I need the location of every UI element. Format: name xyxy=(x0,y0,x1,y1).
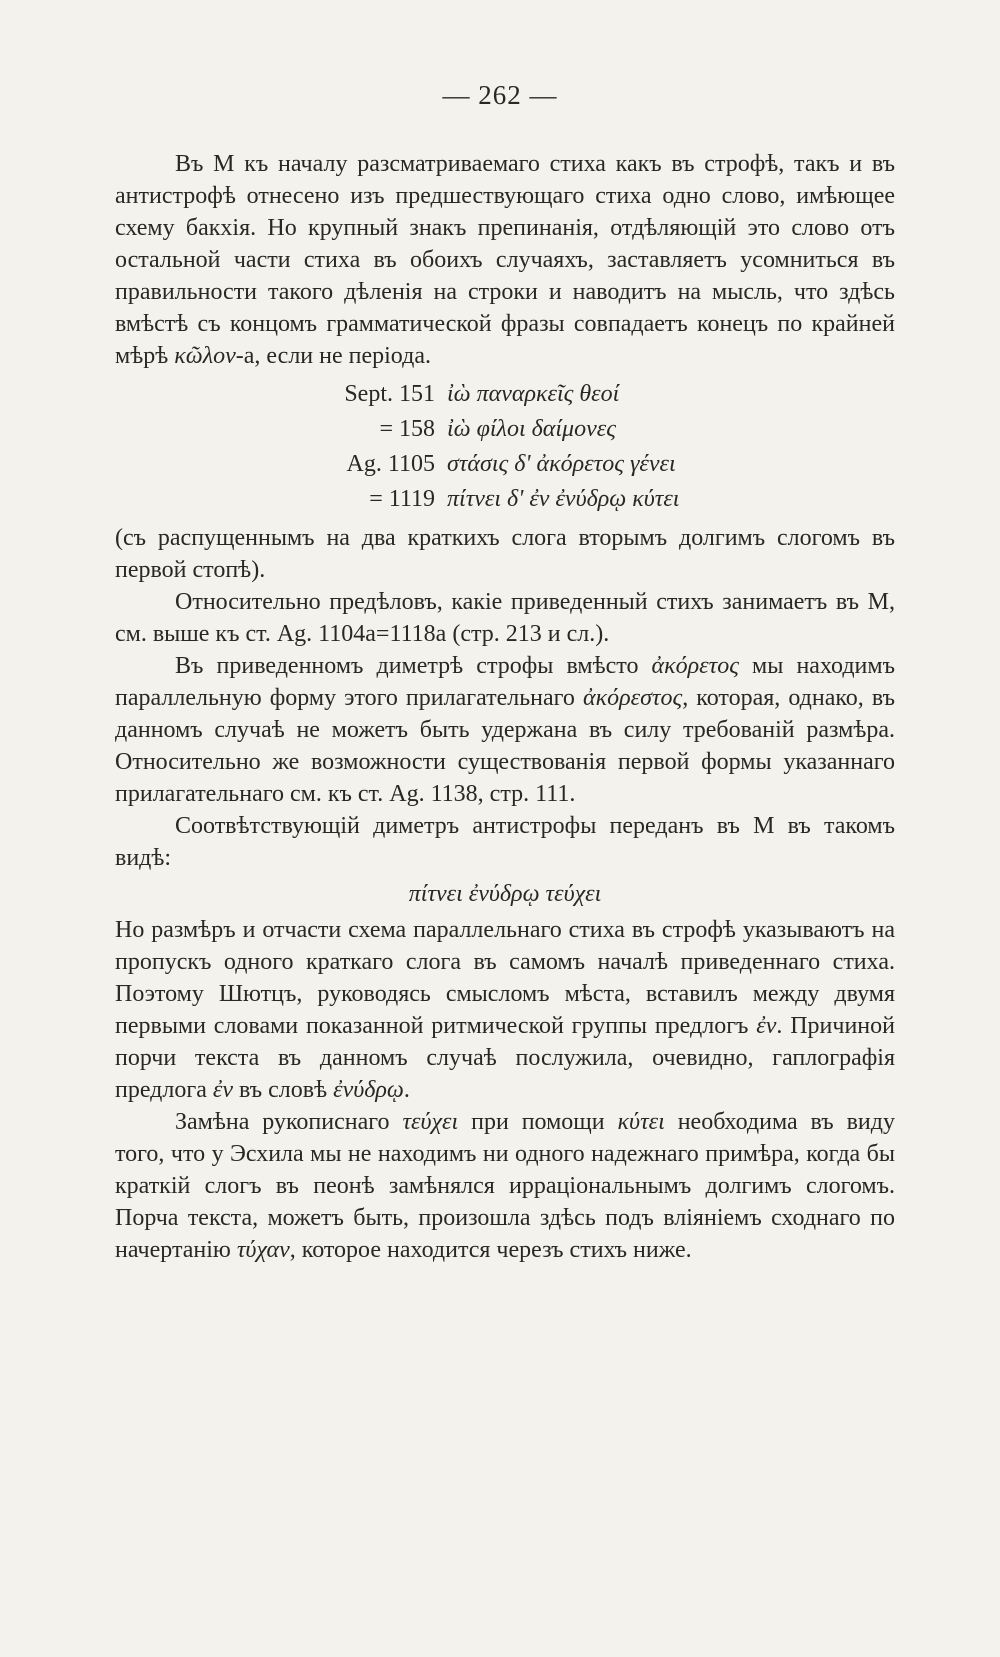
text-run: , которое находится черезъ стихъ ниже. xyxy=(289,1237,692,1263)
paragraph-2: (съ распущеннымъ на два краткихъ слога вторымъ долгимъ слогомъ въ первой стопѣ). xyxy=(115,525,895,583)
verse-line xyxy=(115,483,895,518)
greek-word: τεύχει xyxy=(402,1109,459,1135)
text-run: Замѣна рукописнаго xyxy=(175,1109,403,1135)
verse-text: στάσις δ' ἀκόρετος γένει xyxy=(447,451,676,477)
body-text xyxy=(115,148,895,1266)
verse-block xyxy=(115,378,895,518)
greek-word: κύτει xyxy=(617,1109,665,1135)
greek-word: τύχαν xyxy=(236,1237,290,1263)
verse-reference: = 158 xyxy=(379,416,435,442)
verse-text: ἰὼ φίλοι δαίμονες xyxy=(447,416,616,442)
text-run: Въ М къ началу разсматриваемаго стиха какъ въ строфѣ, такъ и въ антистрофѣ отнесено изъ предшествующаго стиха одно слово, имѣющее схему бакхія. Но крупный знакъ препинанія, отдѣляющій это слово отъ остальной части стиха въ обоихъ случаяхъ, заставляетъ усомниться въ правильности такого дѣленія на строки и наводитъ на мысль, что здѣсь вмѣстѣ съ концомъ грамматической фразы совпадаетъ конецъ по крайней мѣрѣ xyxy=(115,151,895,369)
verse-reference: Ag. 1105 xyxy=(346,451,435,477)
text-run: Но размѣръ и отчасти схема параллельнаго стиха въ строфѣ указываютъ на пропускъ одного краткаго слога въ самомъ началѣ приведеннаго стиха. Поэтому Шютцъ, руководясь смысломъ мѣста, вставилъ между двумя первыми словами показанной ритмической группы предлогъ xyxy=(115,917,895,1039)
text-run: , которая, однако, въ данномъ случаѣ не можетъ быть удержана въ силу требованій размѣра. Относительно же возможности существованія первой формы указаннаго прилагательнаго см. къ ст. Ag. 1138, стр. 111. xyxy=(115,685,896,807)
paragraph-6 xyxy=(115,914,895,1106)
paragraph-7 xyxy=(115,1106,895,1266)
verse-reference: = 1119 xyxy=(369,486,435,512)
text-run: . xyxy=(403,1077,410,1103)
paragraph-1 xyxy=(115,148,895,372)
text-run: мы находимъ параллельную форму этого прилагательнаго xyxy=(115,653,895,711)
verse-line xyxy=(115,413,895,448)
paragraph-4 xyxy=(115,650,895,810)
text-run: необходима въ виду того, что у Эсхила мы не находимъ ни одного надежнаго примѣра, когда бы краткій слогъ въ пеонѣ замѣнялся ирраціональнымъ долгимъ слогомъ. Порча текста, можетъ быть, произошла здѣсь подъ вліяніемъ сходнаго по начертанію xyxy=(115,1109,895,1263)
greek-word: κῶλον xyxy=(174,343,236,369)
paragraph-5: Соотвѣтствующій диметръ антистрофы переданъ въ М въ такомъ видѣ: xyxy=(115,813,895,871)
greek-word: ἀκόρεστος xyxy=(582,685,683,711)
text-run: . Причиной порчи текста въ данномъ случаѣ послужила, очевидно, гаплографія предлога xyxy=(115,1013,895,1103)
text-run: въ словѣ xyxy=(232,1077,334,1103)
greek-word: ἐν xyxy=(756,1013,777,1039)
page-number: — 262 — xyxy=(442,80,558,110)
text-run: Въ приведенномъ диметрѣ строфы вмѣсто xyxy=(175,653,652,679)
greek-word: ἀκόρετος xyxy=(651,653,739,679)
quoted-verse: πίτνει ἐνύδρῳ τεύχει xyxy=(408,881,602,907)
verse-reference: Sept. 151 xyxy=(344,381,435,407)
verse-line xyxy=(115,378,895,413)
greek-word: ἐνύδρῳ xyxy=(333,1077,404,1103)
verse-text: ἰὼ παναρκεῖς θεοί xyxy=(447,381,620,407)
paragraph-3: Относительно предѣловъ, какіе приведенный стихъ занимаетъ въ М, см. выше къ ст. Ag. 1104a=1118a (стр. 213 и сл.). xyxy=(115,589,895,647)
greek-word: ἐν xyxy=(212,1077,233,1103)
text-run: -а, если не періода. xyxy=(235,343,431,369)
text-run: при помощи xyxy=(458,1109,618,1135)
verse-line xyxy=(115,448,895,483)
verse-text: πίτνει δ' ἐν ἐνύδρῳ κύτει xyxy=(447,486,680,512)
